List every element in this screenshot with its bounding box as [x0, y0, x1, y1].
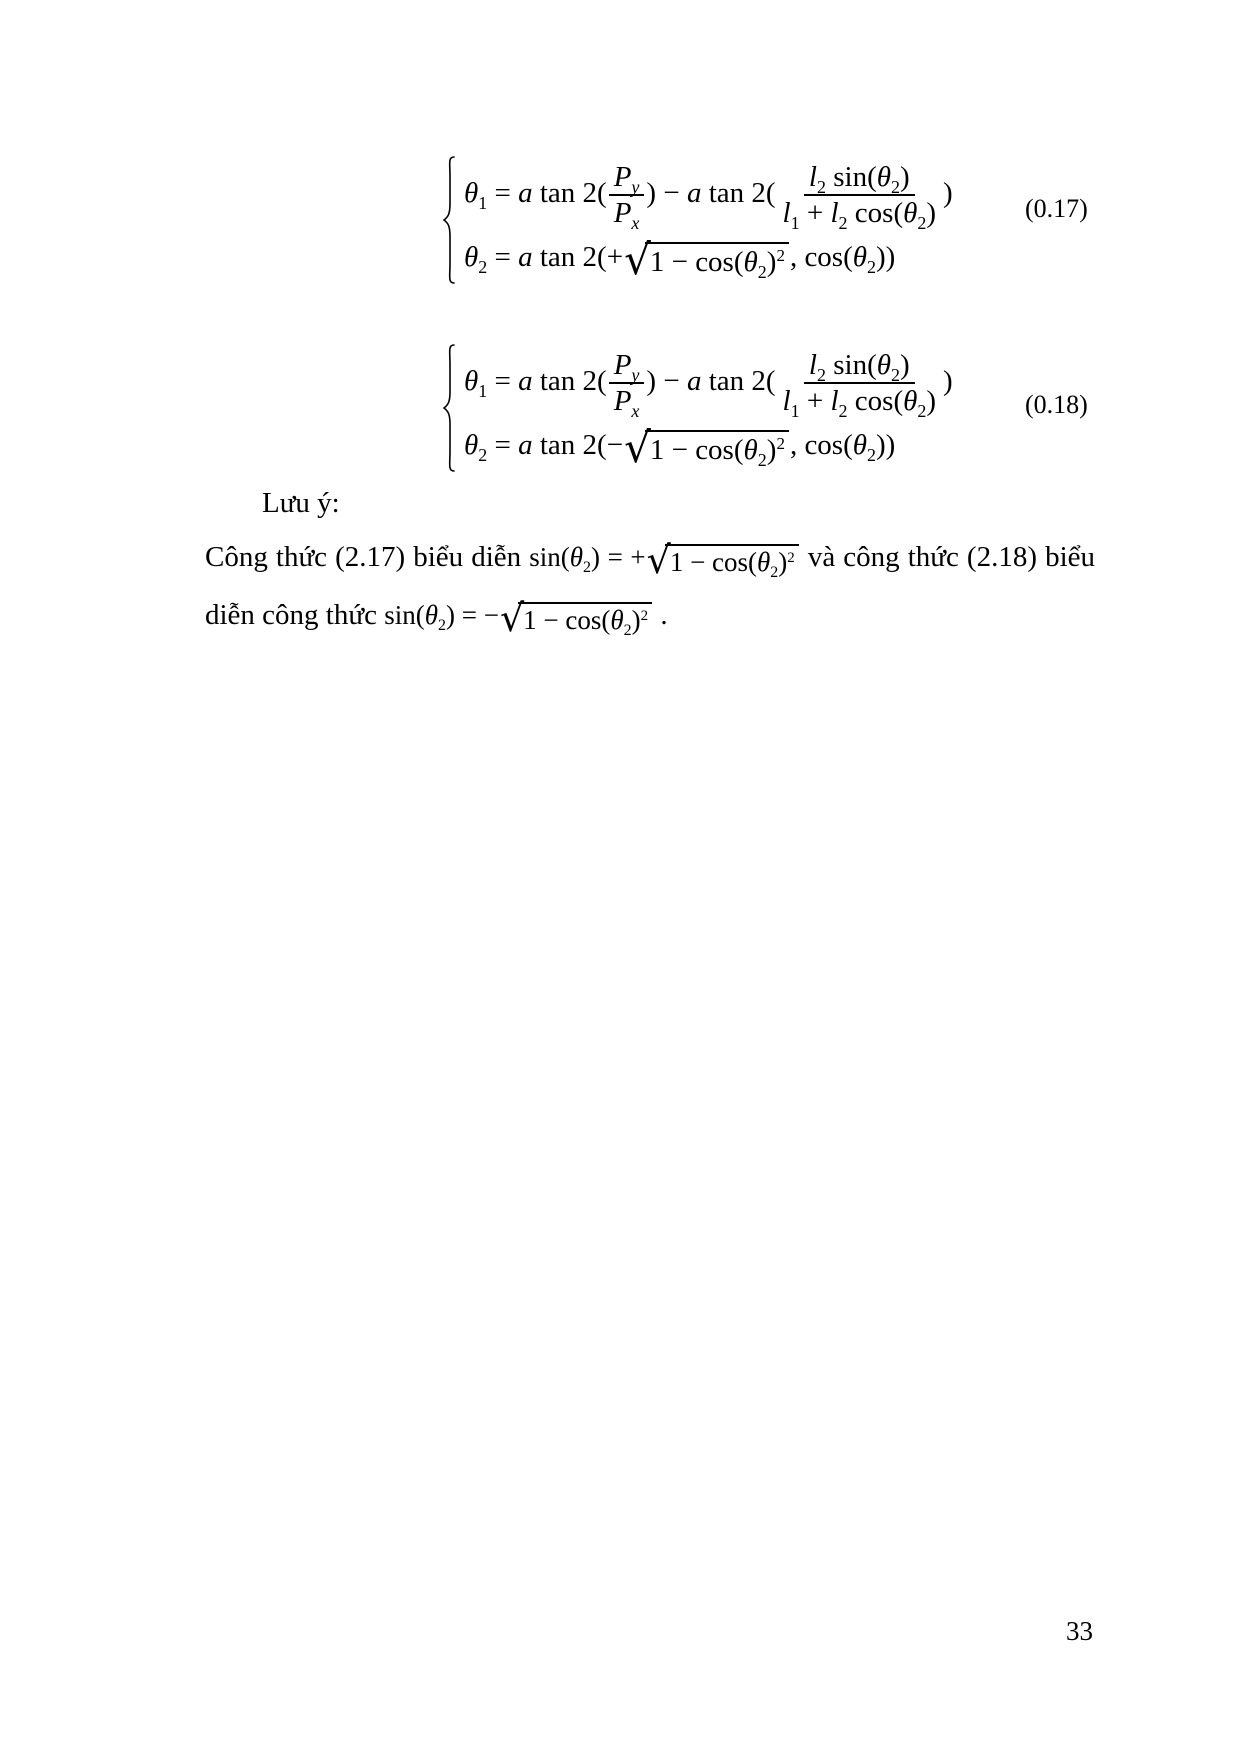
variable: l [782, 197, 791, 230]
paren: )) [876, 429, 896, 462]
radical-sign: √ [624, 422, 651, 472]
subscript: 2 [890, 365, 900, 386]
equation-number-0-18: (0.18) [1025, 390, 1088, 419]
square-root [646, 537, 799, 582]
variable: a [518, 364, 533, 397]
theta: θ [610, 604, 624, 635]
equation-0-18-line2 [464, 420, 953, 470]
function-name: tan 2( [539, 364, 607, 397]
comma: , [789, 429, 798, 462]
square-root [624, 234, 789, 284]
subscript: 1 [478, 380, 488, 401]
variable: a [518, 429, 533, 462]
radical-sign: √ [499, 595, 525, 640]
theta: θ [743, 433, 758, 466]
subscript: 2 [623, 621, 632, 639]
function-name: cos( [695, 433, 744, 466]
fraction-py-px [609, 349, 645, 422]
page-number: 33 [1066, 1616, 1093, 1646]
radicand [645, 430, 789, 470]
function-name: sin( [833, 161, 877, 194]
subscript: x [631, 401, 640, 422]
function-name: tan 2( [708, 176, 776, 209]
inline-math-sin-negative [384, 595, 653, 640]
paren: ) [926, 197, 937, 230]
subscript: 2 [583, 559, 591, 576]
theta: θ [464, 364, 479, 397]
theta: θ [903, 197, 918, 230]
subscript: 2 [757, 449, 767, 470]
sign: + [606, 241, 624, 274]
note-line1 [205, 528, 1095, 586]
operator: = [607, 542, 623, 572]
note-text: diễn công thức [205, 599, 377, 631]
variable: a [518, 176, 533, 209]
function-name: tan 2( [708, 364, 776, 397]
equation-system-0-17 [440, 154, 953, 286]
theta: θ [743, 245, 758, 278]
square-root [499, 595, 652, 640]
subscript: 1 [790, 213, 800, 234]
paren: ) [899, 161, 910, 194]
paren: ) [646, 364, 657, 397]
fraction-sin-cos [778, 161, 941, 234]
theta: θ [876, 349, 891, 382]
numerator [804, 162, 915, 196]
function-name: tan 2( [539, 429, 607, 462]
inline-math-sin-positive [529, 537, 800, 582]
subscript: 1 [790, 401, 800, 422]
radicand [645, 242, 789, 282]
superscript: 2 [640, 607, 649, 624]
operator: = [494, 241, 511, 274]
denominator [609, 196, 645, 234]
operator: − [663, 364, 680, 397]
radicand [518, 602, 652, 639]
variable: l [830, 197, 839, 230]
equation-number-0-17: (0.17) [1025, 194, 1088, 223]
paren: ) [631, 604, 641, 635]
function-name: cos( [804, 429, 853, 462]
variable: P [613, 161, 632, 194]
operator: − [663, 176, 680, 209]
paren: ) [943, 176, 953, 209]
theta: θ [464, 241, 479, 274]
subscript: x [631, 213, 640, 234]
function-name: cos( [565, 604, 611, 635]
function-name: cos( [854, 385, 904, 418]
subscript: 2 [867, 257, 877, 278]
denominator [609, 384, 645, 422]
superscript: 2 [776, 245, 785, 265]
number: 1 [669, 546, 684, 577]
variable: P [613, 349, 632, 382]
operator: = [494, 176, 511, 209]
operator: = [494, 364, 511, 397]
equation-0-17-line2 [464, 232, 953, 282]
subscript: 2 [867, 445, 877, 466]
function-name: sin( [529, 542, 570, 572]
operator: − [543, 604, 559, 635]
variable: a [686, 176, 702, 209]
equation-0-18-line1 [464, 346, 953, 422]
denominator [778, 384, 941, 422]
note-paragraph [205, 528, 1095, 644]
note-line2 [205, 586, 1095, 644]
variable: l [808, 349, 817, 382]
radical-sign: √ [624, 234, 651, 284]
equation-column [464, 346, 953, 470]
operator: = [494, 429, 511, 462]
paren: ) [926, 385, 937, 418]
subscript: 2 [838, 401, 848, 422]
subscript: 2 [437, 617, 446, 634]
function-name: cos( [854, 197, 904, 230]
subscript: 2 [770, 563, 779, 581]
note-heading: Lưu ý: [262, 487, 340, 519]
numerator [609, 350, 645, 384]
equation-column [464, 158, 953, 282]
variable: a [518, 241, 533, 274]
number: 1 [523, 604, 537, 635]
subscript: 2 [838, 213, 848, 234]
function-name: cos( [712, 546, 758, 577]
sign: − [606, 429, 624, 462]
denominator [778, 196, 941, 234]
variable: l [782, 385, 791, 418]
subscript: 2 [757, 261, 767, 282]
operator: + [806, 385, 824, 418]
subscript: y [631, 365, 640, 386]
theta: θ [464, 429, 479, 462]
theta: θ [424, 600, 438, 630]
operator: − [671, 433, 688, 466]
subscript: 1 [478, 192, 488, 213]
function-name: sin( [833, 349, 877, 382]
variable: l [830, 385, 839, 418]
subscript: 2 [478, 257, 488, 278]
theta: θ [903, 385, 918, 418]
fraction-sin-cos [778, 349, 941, 422]
operator: − [690, 546, 706, 577]
function-name: tan 2( [539, 241, 607, 274]
equation-0-17-line1 [464, 158, 953, 234]
theta: θ [464, 176, 479, 209]
radical-sign: √ [646, 537, 671, 582]
subscript: 2 [890, 177, 900, 198]
paren: ) [766, 245, 777, 278]
superscript: 2 [787, 549, 795, 566]
operator: + [806, 197, 824, 230]
function-name: cos( [695, 245, 744, 278]
theta: θ [876, 161, 891, 194]
radicand [665, 544, 799, 581]
sign: − [483, 600, 499, 630]
function-name: cos( [804, 241, 853, 274]
left-brace [440, 342, 458, 474]
theta: θ [569, 542, 583, 572]
paren: ) [445, 600, 455, 630]
number: 1 [649, 245, 665, 278]
function-name: sin( [384, 600, 425, 630]
paren: ) [899, 349, 910, 382]
subscript: 2 [816, 365, 826, 386]
numerator [609, 162, 645, 196]
subscript: 2 [478, 445, 488, 466]
variable: a [686, 364, 702, 397]
variable: l [808, 161, 817, 194]
note-text: Công thức (2.17) biểu diễn [205, 541, 522, 573]
operator: = [461, 600, 477, 630]
note-text: . [660, 599, 668, 631]
theta: θ [852, 429, 868, 462]
left-brace [440, 154, 458, 286]
function-name: tan 2( [539, 176, 607, 209]
number: 1 [649, 433, 665, 466]
paren: ) [943, 364, 953, 397]
subscript: 2 [917, 401, 927, 422]
variable: P [613, 385, 632, 418]
theta: θ [757, 546, 771, 577]
paren: ) [591, 542, 600, 572]
operator: − [671, 245, 688, 278]
paren: )) [876, 241, 896, 274]
note-text: và công thức (2.18) biểu [807, 541, 1095, 573]
sign: + [630, 542, 646, 572]
equation-system-0-18 [440, 342, 953, 474]
variable: P [613, 197, 632, 230]
paren: ) [646, 176, 657, 209]
paren: ) [778, 546, 788, 577]
theta: θ [852, 241, 868, 274]
paren: ) [766, 433, 777, 466]
subscript: 2 [917, 213, 927, 234]
subscript: 2 [816, 177, 826, 198]
fraction-py-px [609, 161, 645, 234]
comma: , [789, 241, 798, 274]
superscript: 2 [776, 433, 785, 453]
square-root [624, 422, 789, 472]
subscript: y [631, 177, 640, 198]
numerator [804, 350, 915, 384]
